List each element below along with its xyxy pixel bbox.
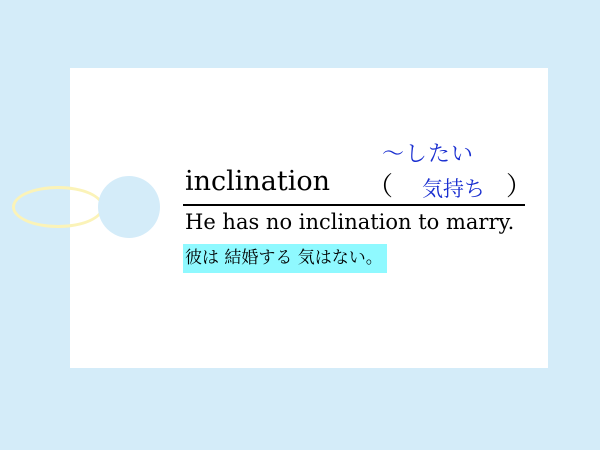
punch-hole	[98, 176, 160, 238]
vocabulary-word: inclination	[185, 166, 331, 197]
open-parenthesis: （	[367, 172, 394, 202]
word-underline	[183, 204, 525, 206]
example-sentence: He has no inclination to marry.	[185, 210, 515, 234]
hint-text: ～したい	[382, 142, 475, 167]
translation-highlight: 彼は 結婚する 気はない。	[183, 244, 387, 273]
answer-text: 気持ち	[422, 177, 485, 201]
ring-icon	[12, 186, 104, 228]
close-parenthesis: ）	[506, 172, 533, 202]
